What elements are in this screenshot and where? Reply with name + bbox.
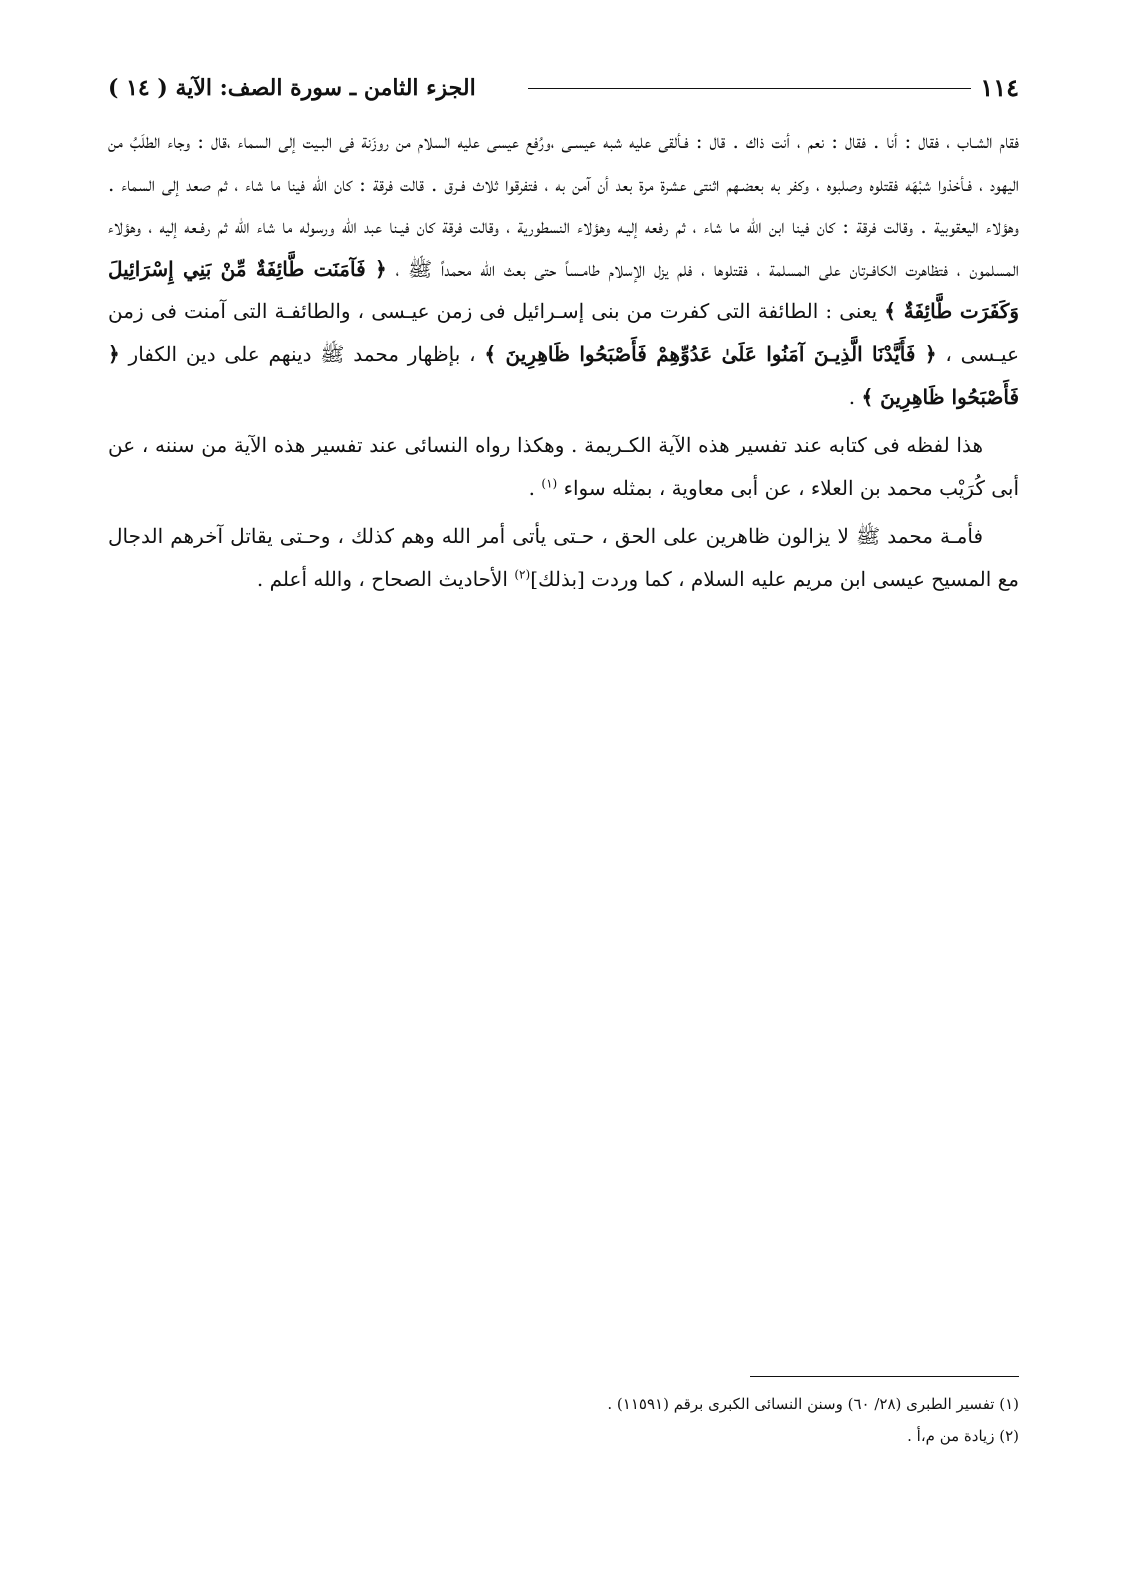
paragraph-3 [108,515,1019,600]
header-rule [528,88,971,89]
paragraph-1-text-b: يعنى : الطائفة التى كفرت من بنى إسـرائيل فى زمن عيـسى ، والطائفـة التى آمنت فى زمن عيـسى ، [108,299,1019,366]
paragraph-3-text-b: الأحاديث الصحاح ، والله أعلم . [256,566,508,591]
running-title: الجزء الثامن ـ سورة الصف: الآية ( ١٤ ) [108,75,476,101]
paragraph-1-end: . [848,384,856,409]
quran-verse-2: ﴿ فَأَيَّدْنَا الَّذِيـنَ آمَنُوا عَلَىٰ عَدُوِّهِمْ فَأَصْبَحُوا ظَاهِرِينَ ﴾ [484,341,937,366]
footnote-ref-1: (١) [541,476,558,491]
footnote-ref-2: (٢) [514,567,531,582]
paragraph-2-text: هذا لفظه فى كتابه عند تفسير هذه الآية الكـريمة . وهكذا رواه النسائى عند تفسير هذه الآية من سننه ، عن أبى كُرَيْب محمد بن العلاء ، عن أبى معاوية ، بمثله سواء [108,433,1019,500]
paragraph-2-end: . [528,475,536,500]
footnote-1: (١) تفسير الطبرى (٢٨/ ٦٠) وسنن النسائى الكبرى برقم (١١٥٩١) . [607,1395,1019,1413]
quran-verse-3: ﴿ فَأَصْبَحُوا ظَاهِرِينَ ﴾ [108,341,1019,409]
paragraph-2 [108,424,1019,509]
page-number: ١١٤ [980,73,1019,102]
quran-verse-1: ﴿ فَآمَنَت طَّائِفَةٌ مِّنْ بَنِي إِسْرَائِيلَ وَكَفَرَت طَّائِفَةٌ ﴾ [108,256,1019,324]
footnote-2: (٢) زيادة من م،أ . [907,1427,1019,1445]
running-header [108,68,1019,108]
main-text [108,120,1019,607]
footnote-rule [750,1376,1019,1377]
paragraph-3-text-a: فأمـة محمد ﷺ لا يزالون ظاهرين على الحق ، حـتى يأتى أمر الله وهم كذلك ، وحـتى يقاتل آخرهم الدجال مع المسيح عيسى ابن مريم عليه السلام ، كما وردت [بذلك] [108,524,1019,591]
paragraph-1-text-c: ، بإظهار محمد ﷺ دينهم على دين الكفار [128,341,476,366]
paragraph-1-text-a: فقام الشـاب ، فقال : أنا . فقال : نعم ، أنت ذاك . قال : فـألقى عليه شبه عيسـى ،ورُفع عيسى عليه السلام من روزَنة فى البـيت إلى السماء ،قال : وجاء الطلَبُ من اليهود ، فـأخذوا شبْهَه فقتلوه وصلبوه ، وكفر به بعضـهم اثنتى عشرة مرة بعد أن آمن به ، فتفرقوا ثلاث فـرق . قالت فرقة : كان الله فينا ما شاء ، ثم صعد إلى السماء . وهؤلاء اليعقوبية . وقالت فرقة : كان فينا ابن الله ما شاء ، ثم رفعه إليـه وهؤلاء النسطورية ، وقالت فرقة كان فيـنا عبد الله ورسوله ما شاء الله ثم رفـعه إليه ، وهؤلاء المسلمون ، فتظاهرت الكافـرتان على المسلمة ، فقتلوها ، فلم يزل الإسلام طامـساً حتى بعث الله محمداً ﷺ ، [108,129,1020,281]
footnotes [400,1388,1019,1452]
paragraph-1 [108,120,1019,418]
